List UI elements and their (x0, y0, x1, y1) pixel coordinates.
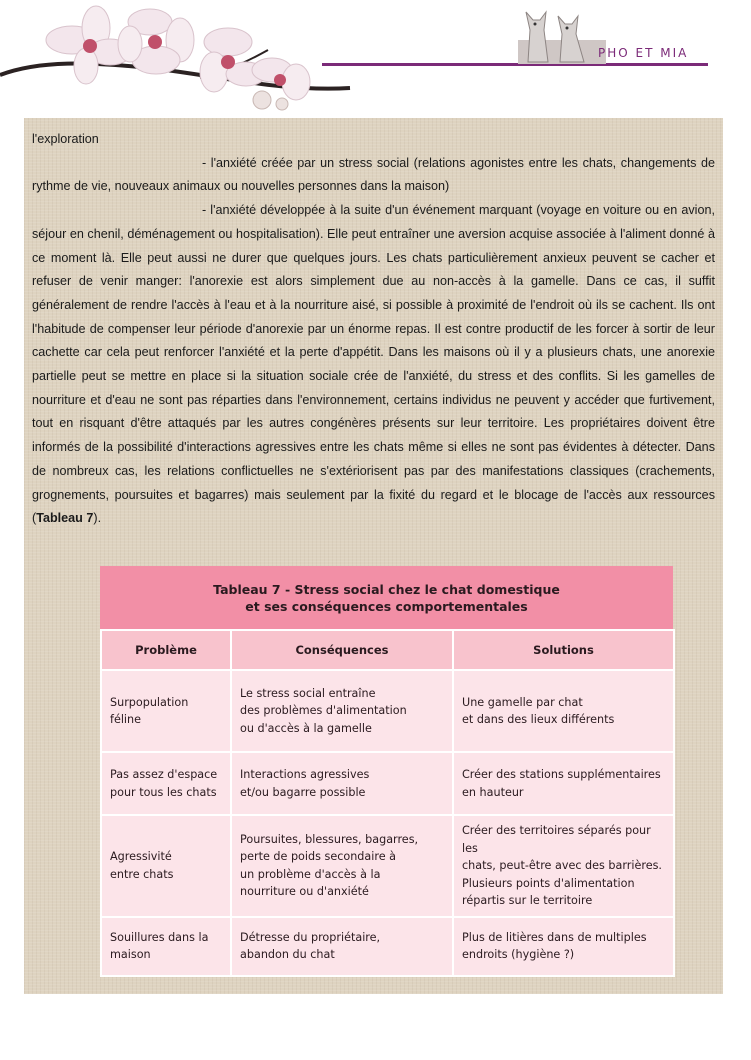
column-header-consequences: Conséquences (231, 630, 453, 670)
cats-logo-icon (518, 12, 606, 64)
column-header-probleme: Problème (101, 630, 231, 670)
content-panel (24, 118, 723, 994)
table-cell: Le stress social entraîne des problèmes d'alimentation ou d'accès à la gamelle (231, 670, 453, 752)
table-cell: Plus de litières dans de multiples endroits (hygiène ?) (453, 917, 674, 976)
body-text (32, 128, 715, 531)
bullet-event-anxiety-end: ). (93, 511, 102, 526)
table-7 (100, 566, 673, 977)
table-header-row (101, 630, 674, 670)
table-cell: Souillures dans la maison (101, 917, 231, 976)
table-cell: Agressivité entre chats (101, 815, 231, 917)
table-title-line2: et ses conséquences comportementales (245, 598, 528, 614)
table-cell: Pas assez d'espace pour tous les chats (101, 752, 231, 815)
table-title-line1: Tableau 7 - Stress social chez le chat domestique (213, 581, 560, 597)
table-cell: Détresse du propriétaire, abandon du chat (231, 917, 453, 976)
bullet-social-stress: - l'anxiété créée par un stress social (relations agonistes entre les chats, changements de rythme de vie, nouveaux animaux ou nouvelles personnes dans la maison) (32, 155, 715, 194)
table-cell: Une gamelle par chat et dans des lieux différents (453, 670, 674, 752)
table-row (101, 670, 674, 752)
stress-table (100, 629, 675, 977)
table-row (101, 917, 674, 976)
table-cell: Créer des territoires séparés pour les chats, peut-être avec des barrières. Plusieurs points d'alimentation répartis sur le territoire (453, 815, 674, 917)
bullet-event-anxiety-text: - l'anxiété développée à la suite d'un événement marquant (voyage en voiture ou en avion, séjour en chenil, déménagement ou hospitalisation). Elle peut entraîner une aversion acquise associée à l'aliment donné à ce moment là. Elle peut aussi ne durer que quelques jours. Les chats particulièrement anxieux peuvent se cacher et refuser de venir manger: l'anorexie est alors simplement due au non-accès à la gamelle. Dans ce cas, il suffit généralement de rendre l'accès à l'eau et à la nourriture aisé, si possible à proximité de l'endroit où ils se cachent. Ils ont l'habitude de compenser leur période d'anorexie par un énorme repas. Il est contre productif de les forcer à sortir de leur cachette car cela peut renforcer l'anxiété et la perte d'appétit. Dans les maisons où il y a plusieurs chats, une anorexie partielle peut se mettre en place si la situation sociale crée de l'anxiété, du stress et des conflits. Si les gamelles de nourriture et d'eau ne sont pas réparties dans l'environnement, certains individus ne peuvent y accéder que furtivement, tout en risquant d'être attaqués par les autres congénères présents sur leur territoire. Les propriétaires doivent être informés de la possibilité d'interactions agressives entre les chats même si elles ne sont pas évidentes à détecter. Dans de nombreux cas, les relations conflictuelles ne s'extériorisent pas par des manifestations classiques (crachements, grognements, poursuites et bagarres) mais seulement par la fixité du regard et le blocage de l'accès aux ressources ( (32, 203, 715, 526)
table-cell: Poursuites, blessures, bagarres, perte de poids secondaire à un problème d'accès à la nourriture ou d'anxiété (231, 815, 453, 917)
paragraph-first-line: l'exploration (32, 132, 99, 146)
table-row (101, 752, 674, 815)
table-cell: Interactions agressives et/ou bagarre possible (231, 752, 453, 815)
orchid-bud (253, 91, 271, 109)
orchid-flower (200, 28, 266, 92)
table-reference: Tableau 7 (36, 511, 94, 526)
orchid-bud (276, 98, 288, 110)
column-header-solutions: Solutions (453, 630, 674, 670)
brand-name: PHO ET MIA (598, 46, 689, 60)
table-title (100, 566, 673, 629)
bullet-event-anxiety (32, 199, 715, 531)
header-rule (322, 63, 708, 66)
page-header (0, 0, 751, 118)
table-cell: Créer des stations supplémentaires en hauteur (453, 752, 674, 815)
table-cell: Surpopulation féline (101, 670, 231, 752)
table-row (101, 815, 674, 917)
